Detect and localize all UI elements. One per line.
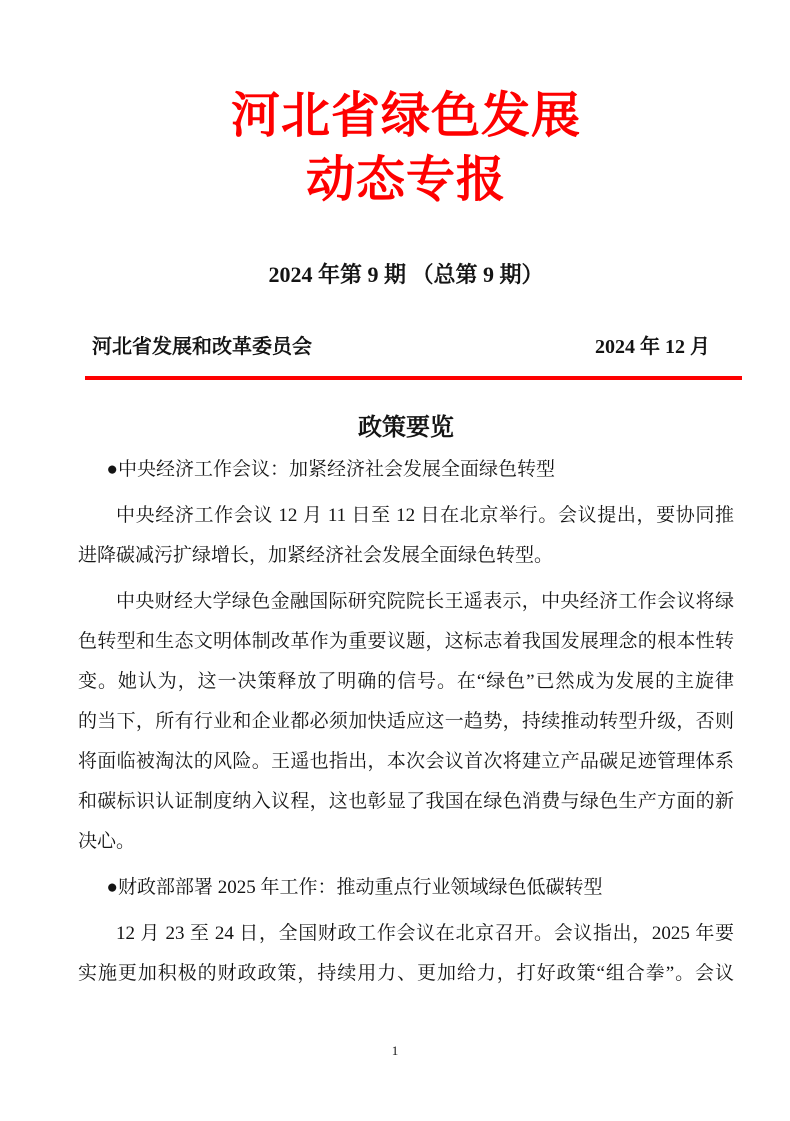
section-title: 政策要览: [358, 415, 454, 441]
body-line: 进降碳减污扩绿增长，加紧经济社会发展全面绿色转型。: [78, 545, 554, 566]
body-line: 决心。: [78, 831, 136, 852]
body-line: 中央经济工作会议 12 月 11 日至 12 日在北京举行。会议提出，要协同推: [116, 505, 734, 526]
bullet-heading-2: ●财政部部署 2025 年工作：推动重点行业领域绿色低碳转型: [106, 877, 603, 898]
body-line: 将面临被淘汰的风险。王遥也指出，本次会议首次将建立产品碳足迹管理体系: [78, 751, 734, 772]
page-number: 1: [391, 1043, 399, 1058]
body-line: 实施更加积极的财政政策，持续用力、更加给力，打好政策“组合拳”。会议: [78, 963, 734, 984]
title-line-1: 河北省绿色发展: [230, 88, 581, 143]
body-line: 的当下，所有行业和企业都必须加快适应这一趋势，持续推动转型升级，否则: [78, 711, 734, 732]
publisher-name: 河北省发展和改革委员会: [92, 336, 312, 358]
body-line: 变。她认为，这一决策释放了明确的信号。在“绿色”已然成为发展的主旋律: [78, 671, 734, 692]
issue-info: 2024 年第 9 期 （总第 9 期）: [268, 262, 544, 287]
masthead: [78, 84, 734, 380]
content-column: [78, 0, 734, 994]
body-line: 和碳标识认证制度纳入议程，这也彰显了我国在绿色消费与绿色生产方面的新: [78, 791, 734, 812]
document-title: [78, 84, 734, 212]
bullet-heading-1: ●中央经济工作会议：加紧经济社会发展全面绿色转型: [106, 459, 555, 480]
title-line-2: 动态专报: [305, 152, 506, 207]
divider-rule: [85, 376, 742, 380]
publication-date: 2024 年 12 月: [595, 336, 710, 358]
document-body: [78, 412, 734, 994]
body-line: 12 月 23 至 24 日，全国财政工作会议在北京召开。会议指出，2025 年要: [116, 923, 734, 944]
publication-row: [78, 334, 734, 360]
body-line: 中央财经大学绿色金融国际研究院院长王遥表示，中央经济工作会议将绿: [116, 591, 734, 612]
body-line: 色转型和生态文明体制改革作为重要议题，这标志着我国发展理念的根本性转: [78, 631, 734, 652]
